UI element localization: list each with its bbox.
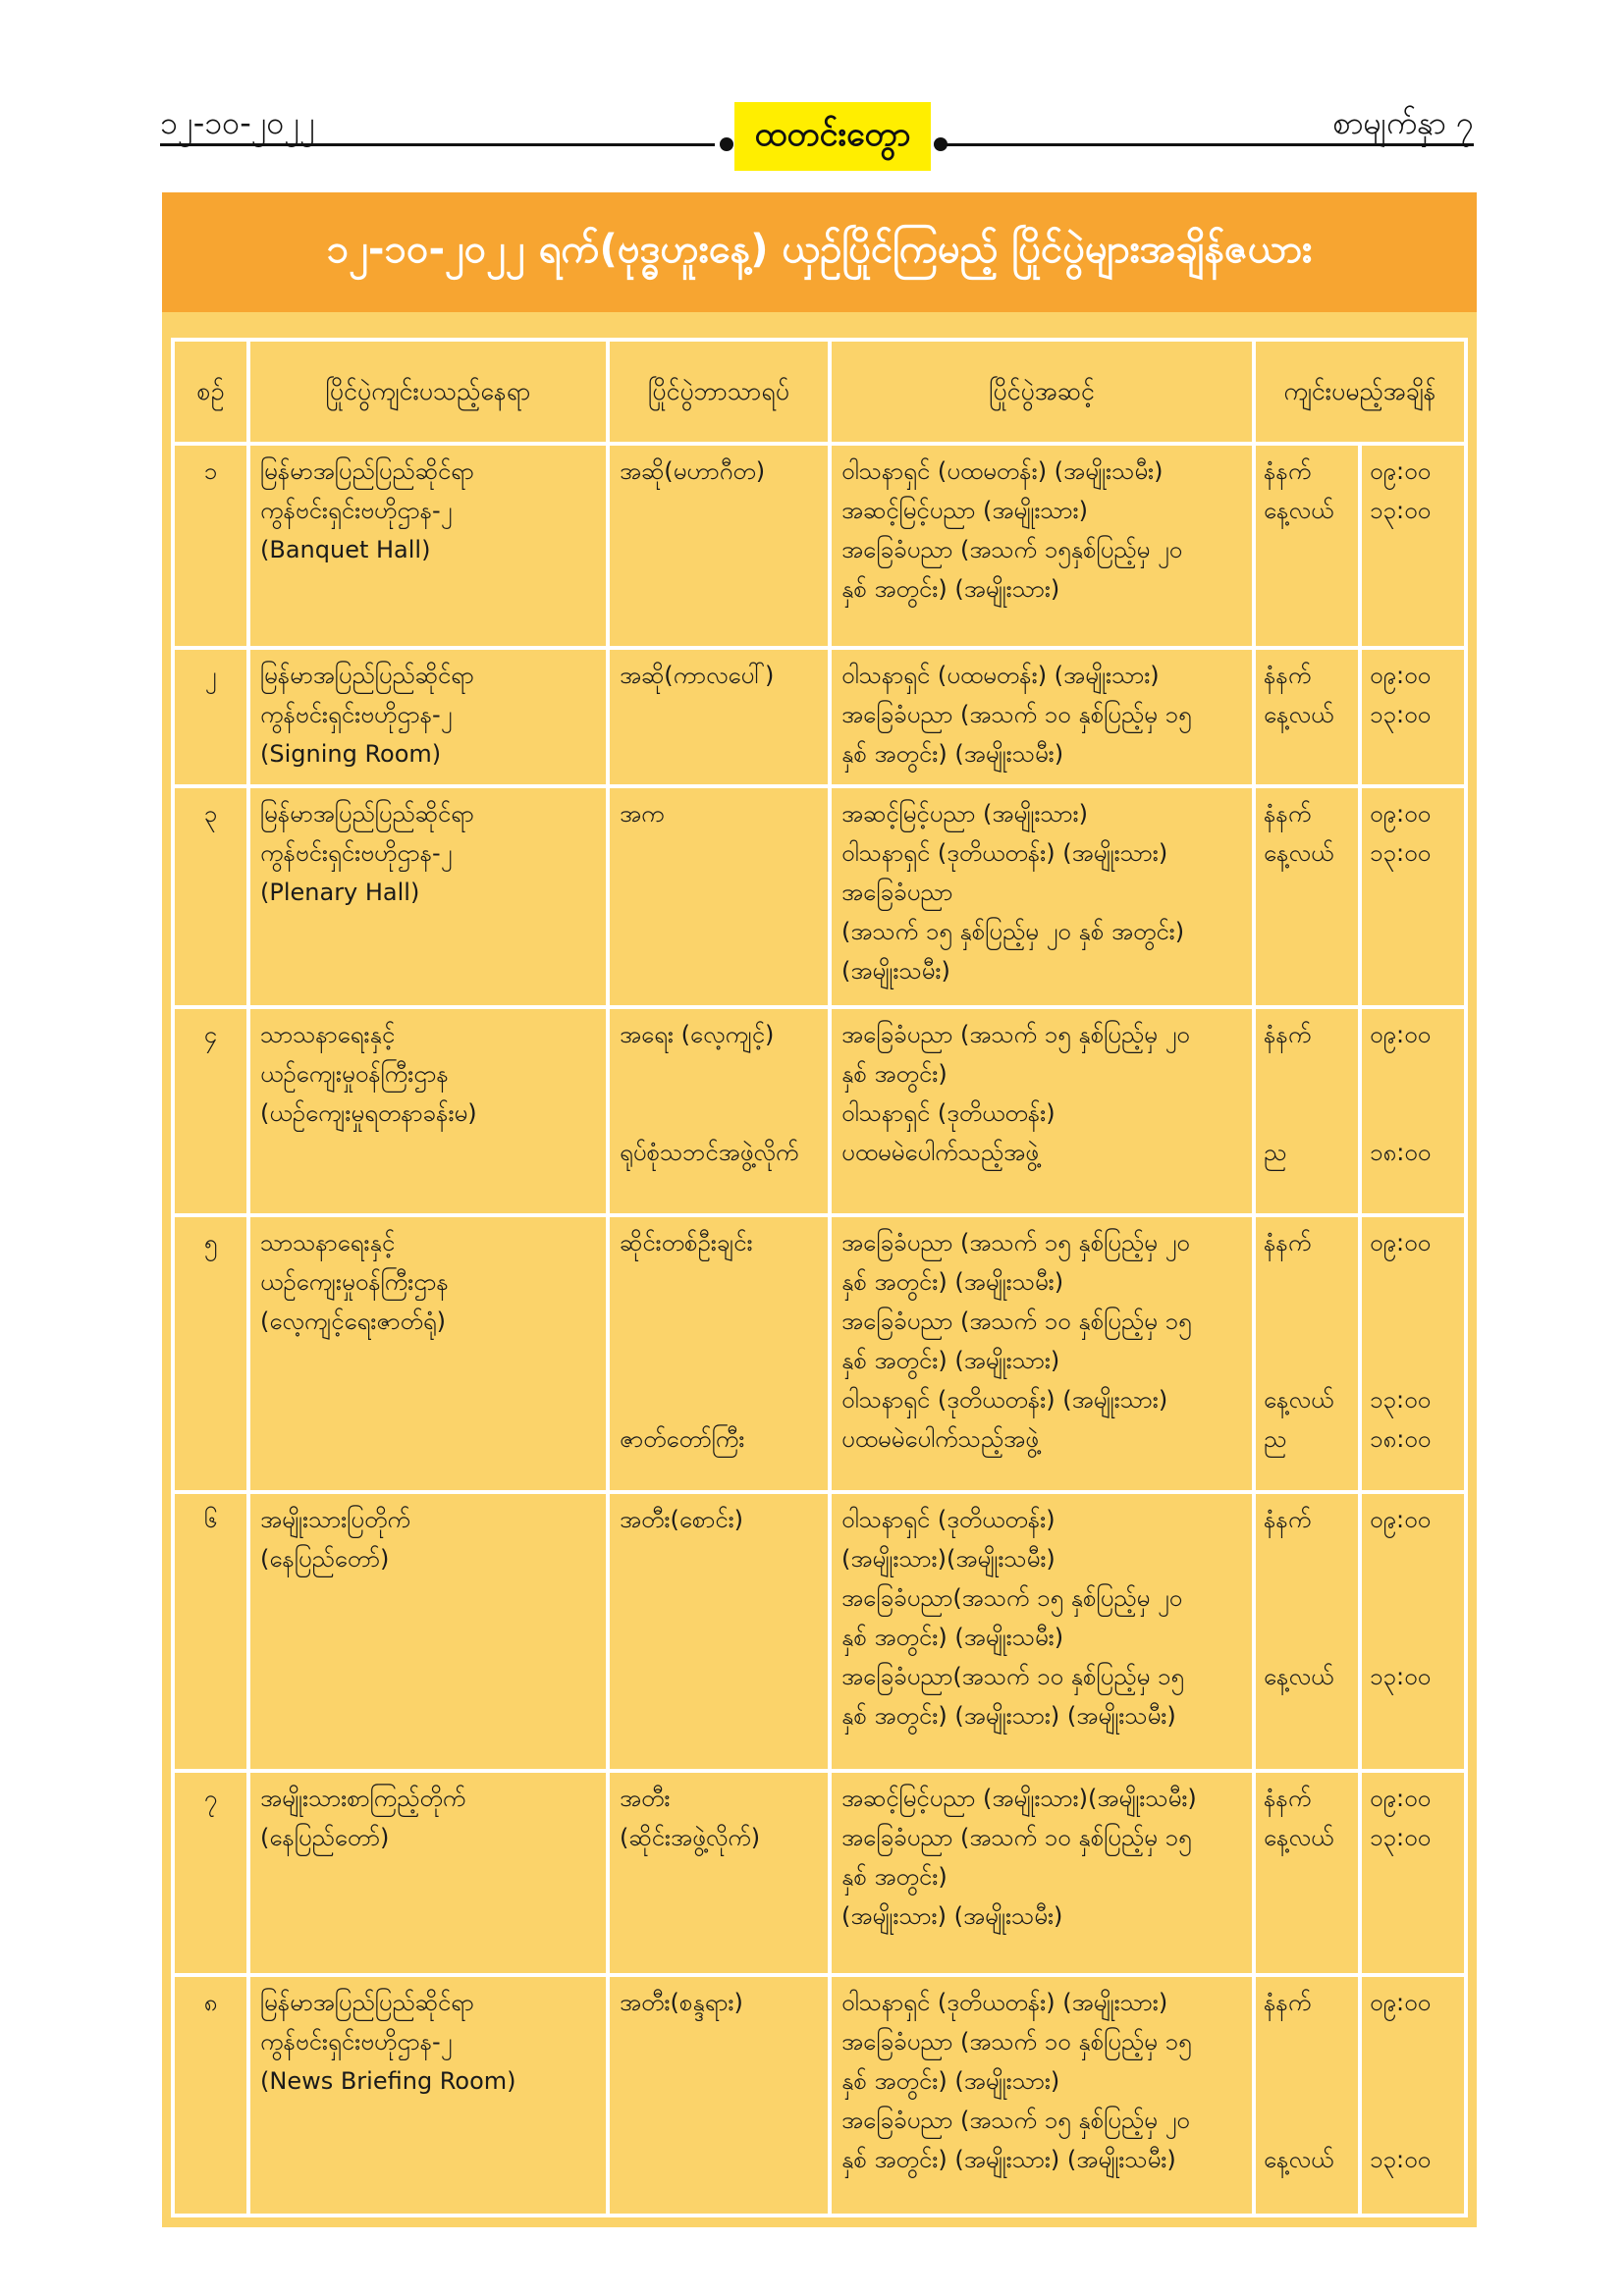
clock-cell-line: ၁၃:၀၀ — [1370, 1386, 1432, 1415]
period-cell-line: နေ့လယ် — [1264, 839, 1334, 868]
clock-cell — [1360, 1007, 1466, 1215]
event-cell-line: ဝါသနာရှင် (ဒုတိယတန်း) (အမျိုးသား) — [841, 1386, 1168, 1415]
clock-cell-line — [1370, 2022, 1458, 2061]
clock-cell — [1360, 1215, 1466, 1492]
event-cell — [830, 1975, 1254, 2216]
period-cell-line: နံနက် — [1264, 1784, 1312, 1812]
clock-cell — [1360, 1975, 1466, 2216]
table-header-row — [173, 340, 1466, 444]
event-cell-line: နှစ် အတွင်း) (အမျိုးသား) — [841, 1347, 1060, 1375]
clock-cell-line — [1370, 2061, 1458, 2101]
event-cell — [830, 1492, 1254, 1771]
clock-cell-line: ၀၉:၀၀ — [1370, 1988, 1432, 2016]
venue-cell-line: အမျိုးသားစာကြည့်တိုက် — [260, 1784, 466, 1812]
event-cell-line: နှစ် အတွင်း) (အမျိုးသမီး) — [841, 1268, 1064, 1297]
period-cell-line: နေ့လယ် — [1264, 2145, 1334, 2173]
clock-cell-line: ၁၈:၀၀ — [1370, 1138, 1432, 1166]
subject-cell-line: အဆို(မဟာဂီတ) — [620, 457, 766, 485]
clock-cell-line — [1370, 1618, 1458, 1657]
subject-cell-line: အတီး(စောင်း) — [620, 1505, 744, 1533]
period-cell — [1254, 648, 1360, 786]
row-number: ၃ — [173, 786, 248, 1007]
period-cell-line: နေ့လယ် — [1264, 1823, 1334, 1851]
subject-cell-line — [620, 1094, 818, 1133]
period-cell — [1254, 444, 1360, 648]
venue-cell-line: (Banquet Hall) — [260, 536, 431, 563]
table-row — [173, 1975, 1466, 2216]
event-cell-line: အဆင့်မြင့်ပညာ (အမျိုးသား) — [841, 497, 1088, 524]
venue-cell-line: ကွန်ဗင်းရှင်းဗဟိုဌာန-၂ — [260, 701, 453, 729]
clock-cell — [1360, 786, 1466, 1007]
venue-cell — [248, 1007, 608, 1215]
col-header-event: ပြိုင်ပွဲအဆင့် — [830, 340, 1254, 444]
clock-cell-line: ၀၉:၀၀ — [1370, 1020, 1432, 1048]
clock-cell-line: ၀၉:၀၀ — [1370, 800, 1432, 828]
period-cell-line — [1264, 2022, 1352, 2061]
table-row — [173, 1492, 1466, 1771]
venue-cell — [248, 1771, 608, 1975]
row-number: ၁ — [173, 444, 248, 648]
subject-cell — [608, 1215, 830, 1492]
clock-cell-line — [1370, 1302, 1458, 1341]
period-cell — [1254, 1007, 1360, 1215]
period-cell-line: နံနက် — [1264, 662, 1312, 690]
period-cell-line: နံနက် — [1264, 457, 1312, 485]
title-banner — [162, 192, 1477, 312]
event-cell-line: ပထမမဲပေါက်သည့်အဖွဲ့ — [841, 1138, 1039, 1166]
event-cell-line: ဝါသနာရှင် (ပထမတန်း) (အမျိုးသား) — [841, 662, 1160, 690]
venue-cell-line: ယဉ်ကျေးမှုဝန်ကြီးဌာန — [260, 1059, 449, 1088]
header-rule-left — [160, 143, 715, 146]
subject-cell — [608, 1975, 830, 2216]
period-cell-line — [1264, 1618, 1352, 1657]
clock-cell-line — [1370, 1341, 1458, 1380]
subject-cell — [608, 1771, 830, 1975]
event-cell — [830, 1007, 1254, 1215]
subject-cell-line: အဆို(ကာလပေါ်) — [620, 662, 775, 690]
venue-cell — [248, 1975, 608, 2216]
event-cell-line: (အမျိုးသား) (အမျိုးသမီး) — [841, 1901, 1063, 1930]
header-dot-left — [720, 137, 733, 151]
subject-cell — [608, 786, 830, 1007]
subject-cell — [608, 648, 830, 786]
schedule-panel — [162, 192, 1477, 2227]
row-number: ၇ — [173, 1771, 248, 1975]
clock-cell-line: ၀၉:၀၀ — [1370, 1784, 1432, 1812]
event-cell-line: အခြေခံပညာ (အသက် ၁၀ နှစ်ပြည့်မှ ၁၅ — [841, 2027, 1192, 2056]
clock-cell-line: ၁၃:၀၀ — [1370, 2145, 1432, 2173]
event-cell-line: အဆင့်မြင့်ပညာ (အမျိုးသား)(အမျိုးသမီး) — [841, 1784, 1197, 1812]
venue-cell-line: (နေပြည်တော်) — [260, 1823, 390, 1851]
event-cell-line: ဝါသနာရှင် (ဒုတိယတန်း) (အမျိုးသား) — [841, 1988, 1168, 2016]
subject-cell — [608, 1492, 830, 1771]
period-cell-line — [1264, 2061, 1352, 2101]
event-cell — [830, 1215, 1254, 1492]
venue-cell-line: မြန်မာအပြည်ပြည်ဆိုင်ရာ — [260, 457, 474, 485]
venue-cell — [248, 1215, 608, 1492]
venue-cell-line: (Plenary Hall) — [260, 879, 420, 907]
venue-cell-line: (ယဉ်ကျေးမှုရတနာခန်းမ) — [260, 1098, 477, 1127]
subject-cell-line — [620, 1054, 818, 1094]
period-cell-line — [1264, 1302, 1352, 1341]
event-cell-line: အခြေခံပညာ (အသက် ၁၅ နှစ်ပြည့်မှ ၂၀ — [841, 1020, 1190, 1048]
period-cell-line: နေ့လယ် — [1264, 701, 1334, 729]
period-cell — [1254, 1215, 1360, 1492]
venue-cell-line: သာသနာရေးနှင့် — [260, 1229, 396, 1257]
venue-cell-line: ကွန်ဗင်းရှင်းဗဟိုဌာန-၂ — [260, 2027, 453, 2056]
event-cell-line: နှစ် အတွင်း) (အမျိုးသား) — [841, 2066, 1060, 2095]
event-cell — [830, 648, 1254, 786]
event-cell-line: အခြေခံပညာ (အသက် ၁၀ နှစ်ပြည့်မှ ၁၅ — [841, 1308, 1192, 1336]
table-row — [173, 1771, 1466, 1975]
venue-cell — [248, 786, 608, 1007]
venue-cell-line: မြန်မာအပြည်ပြည်ဆိုင်ရာ — [260, 662, 474, 690]
clock-cell-line — [1370, 1578, 1458, 1618]
col-header-no: စဉ် — [173, 340, 248, 444]
event-cell-line: အခြေခံပညာ (အသက် ၁၀ နှစ်ပြည့်မှ ၁၅ — [841, 701, 1192, 729]
event-cell — [830, 444, 1254, 648]
clock-cell-line — [1370, 2101, 1458, 2140]
event-cell-line: ဝါသနာရှင် (ပထမတန်း) (အမျိုးသမီး) — [841, 457, 1164, 485]
venue-cell — [248, 444, 608, 648]
subject-cell — [608, 1007, 830, 1215]
row-number: ၄ — [173, 1007, 248, 1215]
page-number: စာမျက်နှာ ၇ — [1332, 104, 1474, 141]
period-cell-line — [1264, 2101, 1352, 2140]
period-cell-line: နံနက် — [1264, 1505, 1312, 1533]
clock-cell-line — [1370, 1262, 1458, 1302]
event-cell-line: ပထမမဲပေါက်သည့်အဖွဲ့ — [841, 1425, 1039, 1454]
schedule-table — [171, 338, 1468, 2217]
event-cell-line: အခြေခံပညာ(အသက် ၁၀ နှစ်ပြည့်မှ ၁၅ — [841, 1662, 1184, 1690]
subject-cell-line: အတီး(စန္ဒရား) — [620, 1988, 743, 2016]
clock-cell-line: ၁၃:၀၀ — [1370, 701, 1432, 729]
clock-cell — [1360, 648, 1466, 786]
table-row — [173, 648, 1466, 786]
period-cell-line — [1264, 1539, 1352, 1578]
event-cell-line: အခြေခံပညာ (အသက် ၁၅ နှစ်ပြည့်မှ ၂၀ — [841, 2106, 1190, 2134]
venue-cell-line: မြန်မာအပြည်ပြည်ဆိုင်ရာ — [260, 1988, 474, 2016]
event-cell-line: ဝါသနာရှင် (ဒုတိယတန်း) — [841, 1505, 1056, 1533]
subject-cell-line: အရေး (လေ့ကျင့်) — [620, 1020, 775, 1048]
event-cell-line: နှစ် အတွင်း) (အမျိုးသား) — [841, 575, 1060, 603]
table-row — [173, 1215, 1466, 1492]
table-row — [173, 444, 1466, 648]
event-cell-line: အခြေခံပညာ (အသက် ၁၅နှစ်ပြည့်မှ ၂၀ — [841, 536, 1183, 563]
col-header-subject: ပြိုင်ပွဲဘာသာရပ် — [608, 340, 830, 444]
event-cell-line: နှစ် အတွင်း) (အမျိုးသမီး) — [841, 740, 1064, 769]
venue-cell-line: အမျိုးသားပြတိုက် — [260, 1505, 410, 1533]
event-cell-line: (အမျိုးသား)(အမျိုးသမီး) — [841, 1544, 1056, 1573]
page-header — [160, 98, 1474, 177]
table-row — [173, 786, 1466, 1007]
event-cell-line: နှစ် အတွင်း) (အမျိုးသား) (အမျိုးသမီး) — [841, 1701, 1176, 1730]
venue-cell-line: (နေပြည်တော်) — [260, 1544, 390, 1573]
venue-cell-line: ကွန်ဗင်းရှင်းဗဟိုဌာန-၂ — [260, 497, 453, 524]
row-number: ၆ — [173, 1492, 248, 1771]
clock-cell-line — [1370, 1054, 1458, 1094]
period-cell-line: ည — [1264, 1138, 1287, 1166]
subject-cell-line: အက — [620, 800, 665, 828]
venue-cell-line: မြန်မာအပြည်ပြည်ဆိုင်ရာ — [260, 800, 474, 828]
venue-cell-line: (လေ့ကျင့်ရေးဇာတ်ရုံ) — [260, 1308, 447, 1336]
row-number: ၈ — [173, 1975, 248, 2216]
clock-cell-line: ၀၉:၀၀ — [1370, 1229, 1432, 1257]
period-cell — [1254, 786, 1360, 1007]
subject-cell-line: အတီး — [620, 1784, 671, 1812]
event-cell-line: နှစ် အတွင်း) (အမျိုးသား) (အမျိုးသမီး) — [841, 2145, 1176, 2173]
subject-cell-line — [620, 1380, 818, 1419]
subject-cell-line — [620, 1262, 818, 1302]
period-cell — [1254, 1771, 1360, 1975]
period-cell-line — [1264, 1094, 1352, 1133]
event-cell — [830, 786, 1254, 1007]
page-title: ၁၂-၁၀-၂၀၂၂ ရက်(ဗုဒ္ဓဟူးနေ့) ယှဉ်ပြိုင်ကြမည့် ပြိုင်ပွဲများအချိန်ဇယား — [326, 226, 1313, 272]
table-row — [173, 1007, 1466, 1215]
period-cell-line — [1264, 1578, 1352, 1618]
period-cell — [1254, 1492, 1360, 1771]
period-cell-line — [1264, 1054, 1352, 1094]
subject-cell — [608, 444, 830, 648]
venue-cell-line: (Signing Room) — [260, 740, 442, 769]
clock-cell-line: ၀၉:၀၀ — [1370, 457, 1432, 485]
newspaper-logo: ထတင်းတွော — [734, 102, 931, 171]
clock-cell — [1360, 444, 1466, 648]
event-cell-line: အခြေခံပညာ (အသက် ၁၅ နှစ်ပြည့်မှ ၂၀ — [841, 1229, 1190, 1257]
venue-cell-line: သာသနာရေးနှင့် — [260, 1020, 396, 1048]
period-cell-line — [1264, 1262, 1352, 1302]
clock-cell-line: ၁၃:၀၀ — [1370, 839, 1432, 868]
subject-cell-line — [620, 1341, 818, 1380]
row-number: ၅ — [173, 1215, 248, 1492]
event-cell-line: နှစ် အတွင်း) — [841, 1059, 947, 1088]
event-cell-line: (အမျိုးသမီး) — [841, 957, 950, 986]
venue-cell-line: ကွန်ဗင်းရှင်းဗဟိုဌာန-၂ — [260, 839, 453, 868]
row-number: ၂ — [173, 648, 248, 786]
event-cell-line: အခြေခံပညာ(အသက် ၁၅ နှစ်ပြည့်မှ ၂၀ — [841, 1583, 1183, 1612]
period-cell-line: နံနက် — [1264, 1229, 1312, 1257]
event-cell-line: နှစ် အတွင်း) (အမျိုးသမီး) — [841, 1623, 1064, 1651]
issue-date: ၁၂-၁၀-၂၀၂၂ — [160, 104, 315, 141]
period-cell-line: နံနက် — [1264, 1988, 1312, 2016]
subject-cell-line: ရုပ်စုံသဘင်အဖွဲ့လိုက် — [620, 1138, 799, 1166]
event-cell — [830, 1771, 1254, 1975]
venue-cell — [248, 648, 608, 786]
clock-cell-line: ၁၃:၀၀ — [1370, 497, 1432, 524]
subject-cell-line: (ဆိုင်းအဖွဲ့လိုက်) — [620, 1823, 761, 1851]
period-cell-line: နေ့လယ် — [1264, 1386, 1334, 1415]
event-cell-line: အဆင့်မြင့်ပညာ (အမျိုးသား) — [841, 800, 1088, 828]
clock-cell-line: ၀၉:၀၀ — [1370, 662, 1432, 690]
period-cell-line: နံနက် — [1264, 800, 1312, 828]
event-cell-line: (အသက် ၁၅ နှစ်ပြည့်မှ ၂၀ နှစ် အတွင်း) — [841, 918, 1185, 946]
event-cell-line: ဝါသနာရှင် (ဒုတိယတန်း) (အမျိုးသား) — [841, 839, 1168, 868]
venue-cell-line: (News Briefing Room) — [260, 2066, 516, 2095]
venue-cell-line: ယဉ်ကျေးမှုဝန်ကြီးဌာန — [260, 1268, 449, 1297]
period-cell-line: နေ့လယ် — [1264, 1662, 1334, 1690]
clock-cell — [1360, 1492, 1466, 1771]
clock-cell-line: ၁၃:၀၀ — [1370, 1823, 1432, 1851]
subject-cell-line: ဆိုင်းတစ်ဦးချင်း — [620, 1229, 753, 1257]
clock-cell-line: ၀၉:၀၀ — [1370, 1505, 1432, 1533]
event-cell-line: အခြေခံပညာ — [841, 879, 953, 907]
event-cell-line: ဝါသနာရှင် (ဒုတိယတန်း) — [841, 1098, 1056, 1127]
col-header-time: ကျင်းပမည့်အချိန် — [1254, 340, 1466, 444]
col-header-venue: ပြိုင်ပွဲကျင်းပသည့်နေရာ — [248, 340, 608, 444]
subject-cell-line: ဇာတ်တော်ကြီး — [620, 1425, 745, 1454]
period-cell-line: ည — [1264, 1425, 1287, 1454]
clock-cell-line — [1370, 1539, 1458, 1578]
clock-cell — [1360, 1771, 1466, 1975]
clock-cell-line: ၁၈:၀၀ — [1370, 1425, 1432, 1454]
event-cell-line: နှစ် အတွင်း) — [841, 1862, 947, 1891]
period-cell-line: နံနက် — [1264, 1020, 1312, 1048]
clock-cell-line — [1370, 1094, 1458, 1133]
event-cell-line: အခြေခံပညာ (အသက် ၁၀ နှစ်ပြည့်မှ ၁၅ — [841, 1823, 1192, 1851]
subject-cell-line — [620, 1302, 818, 1341]
clock-cell-line: ၁၃:၀၀ — [1370, 1662, 1432, 1690]
venue-cell — [248, 1492, 608, 1771]
period-cell-line — [1264, 1341, 1352, 1380]
period-cell — [1254, 1975, 1360, 2216]
period-cell-line: နေ့လယ် — [1264, 497, 1334, 524]
